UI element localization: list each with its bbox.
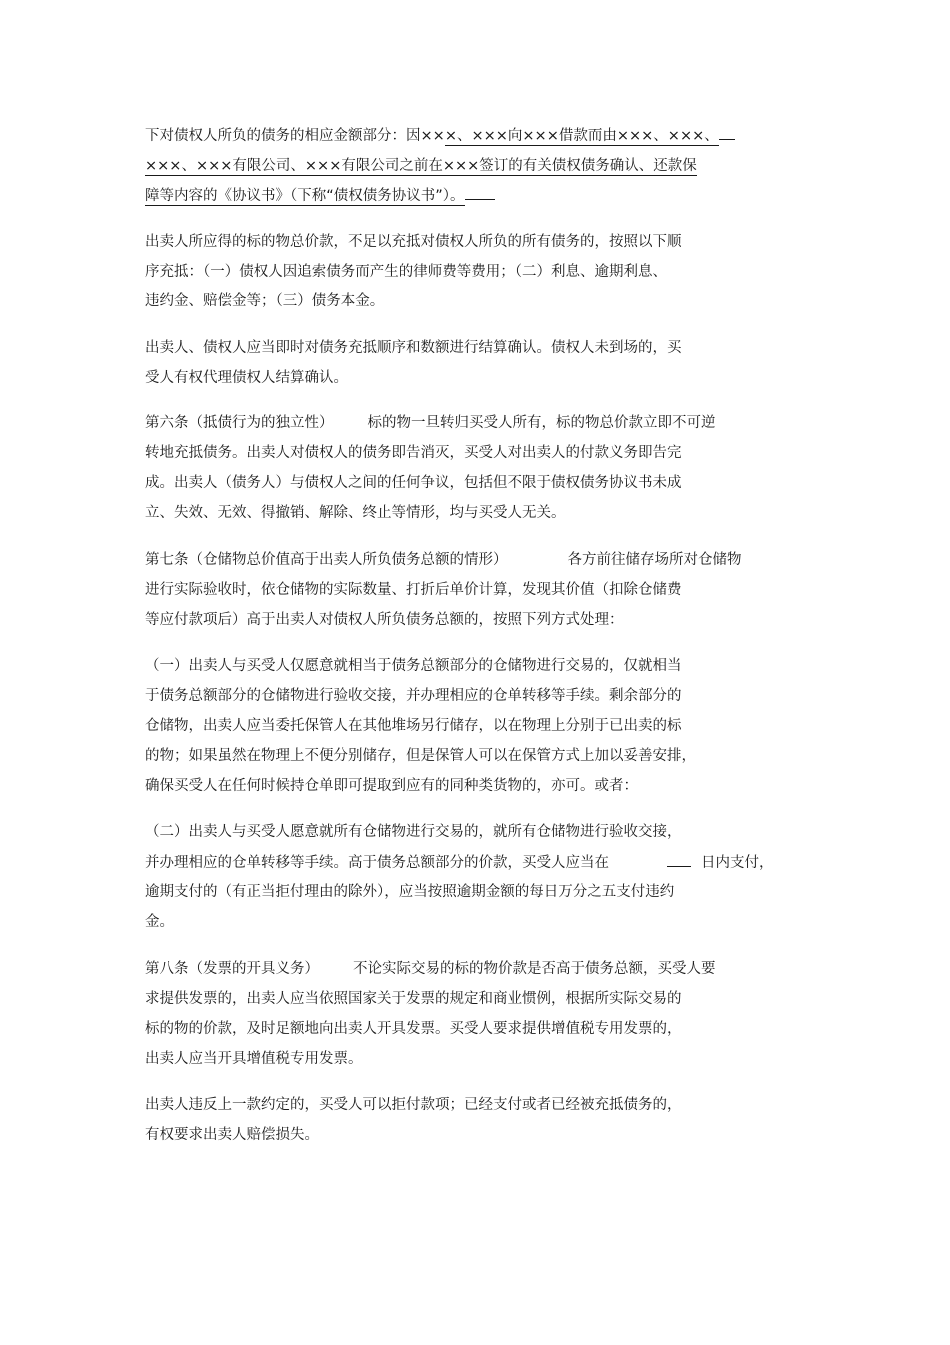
- article-6-text-start: 标的物一旦转归买受人所有，标的物总价款立即不可逆: [367, 415, 716, 431]
- option-1-line-5: 确保买受人在任何时候持仓单即可提取到应有的同种类货物的，亦可。或者：: [145, 778, 638, 794]
- option-1-line-4: 的物；如果虽然在物理上不便分别储存，但是保管人可以在保管方式上加以妥善安排，: [145, 748, 696, 764]
- article-6-line-2: 转地充抵债务。出卖人对债权人的债务即告消灭，买受人对出卖人的付款义务即告完: [145, 445, 682, 461]
- underline-tail: [719, 138, 735, 140]
- option-2-line-3: 逾期支付的（有正当拒付理由的除外），应当按照逾期金额的每日万分之五支付违约: [145, 884, 675, 900]
- article-8-line-1: [145, 959, 716, 979]
- underline-tail: [465, 198, 495, 200]
- article-7-line-1: [145, 550, 742, 570]
- article-8-heading: 第八条（发票的开具义务）: [145, 961, 319, 977]
- article-6-line-3: 成。出卖人（债务人）与债权人之间的任何争议，包括但不限于债权债务协议书未成: [145, 475, 682, 491]
- article-7-line-2: 进行实际验收时，依仓储物的实际数量、打折后单价计算，发现其价值（扣除仓储费: [145, 582, 682, 598]
- paragraph-3-line-1: 出卖人、债权人应当即时对债务充抵顺序和数额进行结算确认。债权人未到场的，买: [145, 340, 682, 356]
- paragraph-2-line-1: 出卖人所应得的标的物总价款，不足以充抵对债权人所负的所有债务的，按照以下顺: [145, 234, 682, 250]
- paragraph-9-line-1: 出卖人违反上一款约定的，买受人可以拒付款项；已经支付或者已经被充抵债务的，: [145, 1097, 682, 1113]
- article-7-heading: 第七条（仓储物总价值高于出卖人所负债务总额的情形）: [145, 552, 508, 568]
- underlined-agreement-text: ×××、×××有限公司、×××有限公司之前在×××签订的有关债权债务确认、还款保: [145, 158, 697, 174]
- article-6-line-4: 立、失效、无效、得撤销、解除、终止等情形，均与买受人无关。: [145, 505, 566, 521]
- paragraph-2-line-2: 序充抵：（一）债权人因追索债务而产生的律师费等费用；（二）利息、逾期利息、: [145, 264, 667, 280]
- article-8-line-2: 求提供发票的，出卖人应当依照国家关于发票的规定和商业惯例，根据所实际交易的: [145, 991, 682, 1007]
- article-7-text-start: 各方前往储存场所对仓储物: [567, 552, 742, 568]
- article-8-line-4: 出卖人应当开具增值税专用发票。: [145, 1051, 363, 1067]
- paragraph-1-line-1-start: 下对债权人所负的债务的相应金额部分：因××: [145, 128, 445, 144]
- option-2-line-4: 金。: [145, 914, 174, 930]
- option-2-line-2-end: 日内支付，: [701, 855, 774, 871]
- underlined-debt-text: ×、×××向×××借款而由×××、×××、: [444, 128, 719, 144]
- article-8-line-3: 标的物的价款，及时足额地向出卖人开具发票。买受人要求提供增值税专用发票的，: [145, 1021, 682, 1037]
- option-2-line-2: [145, 852, 774, 873]
- paragraph-1-line-1: [145, 126, 735, 146]
- option-2-line-1: （二）出卖人与买受人愿意就所有仓储物进行交易的，就所有仓储物进行验收交接，: [145, 824, 682, 840]
- paragraph-1-line-3: [145, 186, 495, 206]
- option-1-line-1: （一）出卖人与买受人仅愿意就相当于债务总额部分的仓储物进行交易的，仅就相当: [145, 658, 682, 674]
- article-7-line-3: 等应付款项后）高于出卖人对债权人所负债务总额的，按照下列方式处理：: [145, 612, 624, 628]
- paragraph-2-line-3: 违约金、赔偿金等；（三）债务本金。: [145, 293, 385, 309]
- article-6-line-1: [145, 413, 716, 433]
- days-blank-field: [667, 852, 691, 867]
- option-2-line-2-start: 并办理相应的仓单转移等手续。高于债务总额部分的价款，买受人应当在: [145, 855, 609, 871]
- paragraph-3-line-2: 受人有权代理债权人结算确认。: [145, 370, 348, 386]
- option-1-line-2: 于债务总额部分的仓储物进行验收交接，并办理相应的仓单转移等手续。剩余部分的: [145, 688, 682, 704]
- option-1-line-3: 仓储物，出卖人应当委托保管人在其他堆场另行储存，以在物理上分别于已出卖的标: [145, 718, 682, 734]
- underlined-agreement-name: 障等内容的《协议书》（下称“债权债务协议书”）。: [145, 188, 465, 204]
- paragraph-9-line-2: 有权要求出卖人赔偿损失。: [145, 1127, 319, 1143]
- article-6-heading: 第六条（抵债行为的独立性）: [145, 415, 334, 431]
- article-8-text-start: 不论实际交易的标的物价款是否高于债务总额，买受人要: [353, 961, 716, 977]
- paragraph-1-line-2: [145, 156, 697, 176]
